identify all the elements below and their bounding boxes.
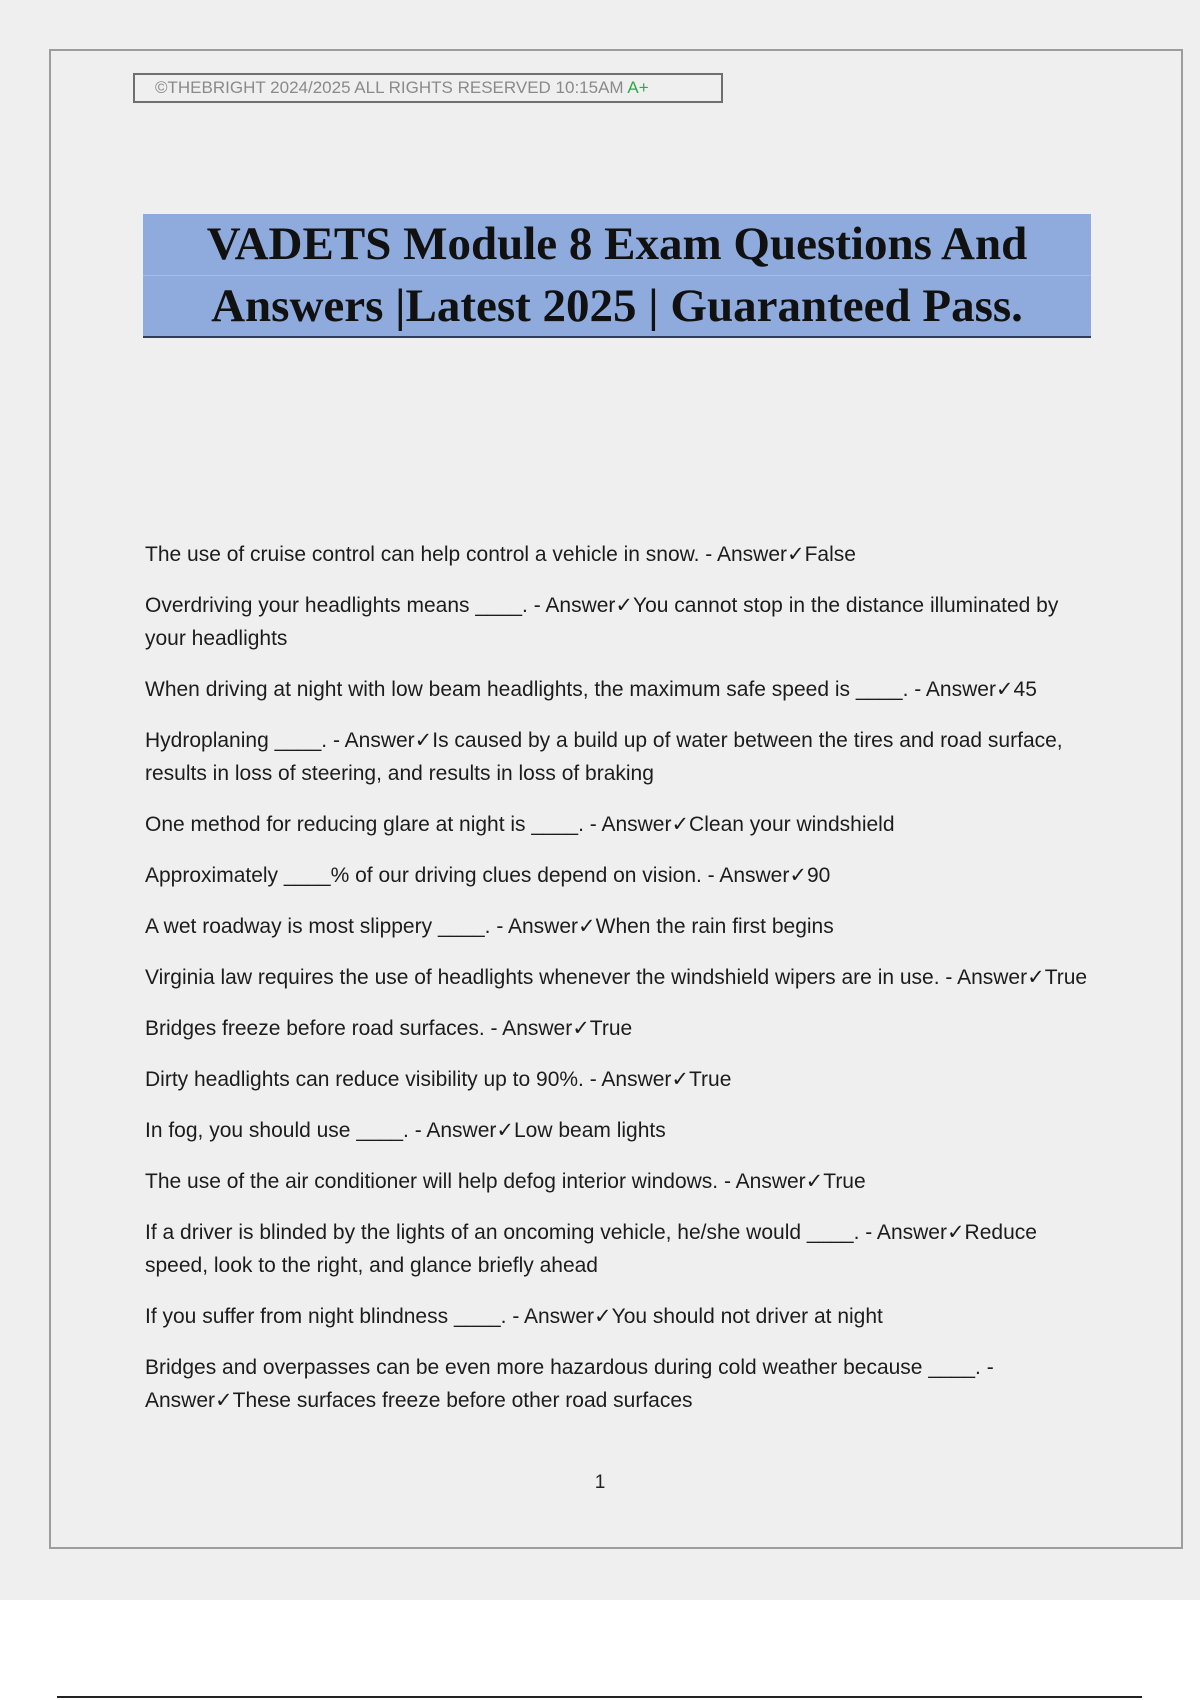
qa-item: Hydroplaning ____. - Answer✓Is caused by a build up of water between the tires and road surface, results in loss of steering, and results in loss of braking xyxy=(145,729,1063,785)
title-line-2: Answers |Latest 2025 | Guaranteed Pass. xyxy=(211,280,1023,332)
qa-list xyxy=(145,538,1095,1435)
qa-item: A wet roadway is most slippery ____. - Answer✓When the rain first begins xyxy=(145,915,834,938)
qa-item: Bridges freeze before road surfaces. - Answer✓True xyxy=(145,1017,633,1040)
qa-item: The use of the air conditioner will help defog interior windows. - Answer✓True xyxy=(145,1170,866,1193)
qa-item: Dirty headlights can reduce visibility up to 90%. - Answer✓True xyxy=(145,1068,732,1091)
qa-item: If you suffer from night blindness ____. - Answer✓You should not driver at night xyxy=(145,1305,883,1328)
qa-item: Approximately ____% of our driving clues depend on vision. - Answer✓90 xyxy=(145,864,831,887)
document-title xyxy=(143,214,1091,338)
qa-item: If a driver is blinded by the lights of an oncoming vehicle, he/she would ____. - Answer✓Reduce speed, look to the right, and glance briefly ahead xyxy=(145,1221,1037,1277)
qa-item: The use of cruise control can help control a vehicle in snow. - Answer✓False xyxy=(145,543,856,566)
title-line-1: VADETS Module 8 Exam Questions And xyxy=(143,214,1091,276)
copyright-banner xyxy=(133,73,723,103)
qa-item: Bridges and overpasses can be even more hazardous during cold weather because ____. - Answer✓These surfaces freeze before other road surfaces xyxy=(145,1356,994,1412)
page-number: 1 xyxy=(594,1472,606,1493)
next-page-divider xyxy=(57,1696,1142,1698)
grade-badge: A+ xyxy=(627,78,649,97)
qa-item: One method for reducing glare at night is ____. - Answer✓Clean your windshield xyxy=(145,813,895,836)
qa-item: Overdriving your headlights means ____. - Answer✓You cannot stop in the distance illuminated by your headlights xyxy=(145,594,1059,650)
qa-item: Virginia law requires the use of headlights whenever the windshield wipers are in use. - Answer✓True xyxy=(145,966,1088,989)
qa-item: When driving at night with low beam headlights, the maximum safe speed is ____. - Answer✓45 xyxy=(145,678,1037,701)
qa-item: In fog, you should use ____. - Answer✓Low beam lights xyxy=(145,1119,666,1142)
copyright-text: ©THEBRIGHT 2024/2025 ALL RIGHTS RESERVED 10:15AM xyxy=(155,78,624,97)
